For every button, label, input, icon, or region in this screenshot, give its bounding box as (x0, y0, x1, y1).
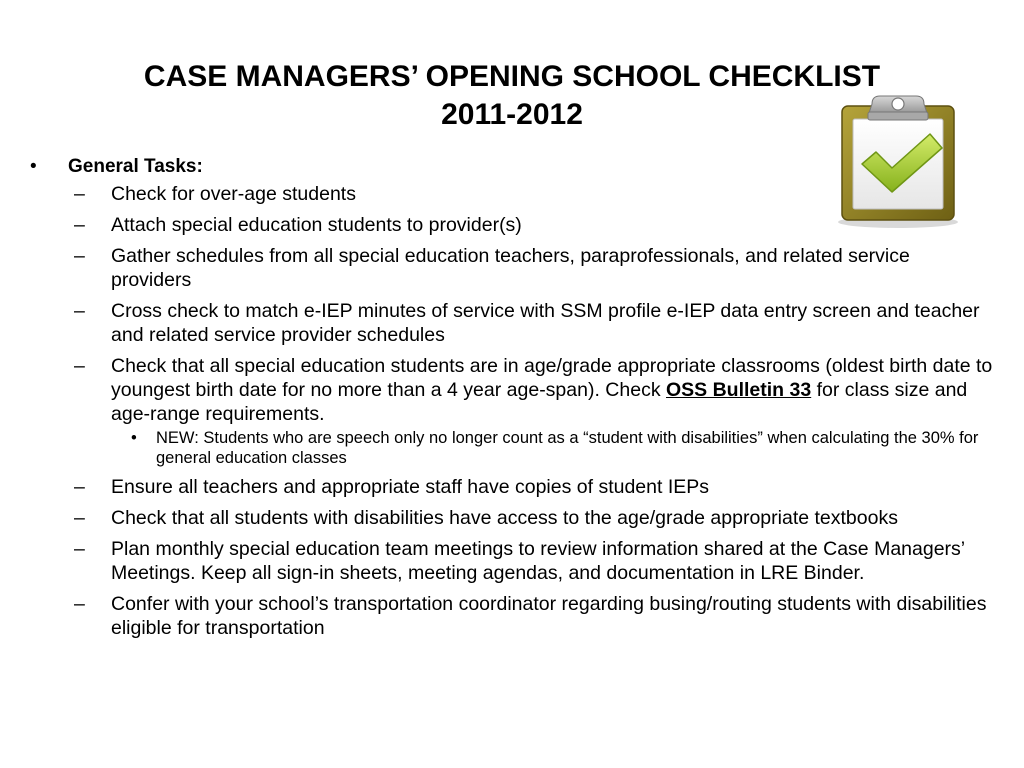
title-line-2: 2011-2012 (441, 98, 583, 131)
sub-note-text: NEW: Students who are speech only no longer count as a “student with disabilities” when calculating the 30% for general education classes (156, 429, 979, 467)
task-text: Confer with your school’s transportation coordinator regarding busing/routing students with disabilities eligible for transportation (111, 593, 987, 639)
task-text: for class size and age-range requirements. (111, 379, 968, 425)
task-text: Check for over-age students (111, 183, 356, 205)
title-line-1: CASE MANAGERS’ OPENING SCHOOL CHECKLIST (143, 60, 881, 93)
sub-list-item: • NEW: Students who are speech only no longer count as a “student with disabilities” when calculating the 30% for general education classes (131, 429, 979, 467)
checklist (24, 156, 994, 647)
bullet-dot: • (30, 156, 37, 177)
section-heading-text: General Tasks: (68, 156, 203, 177)
list-item: – Attach special education students to provider(s) (74, 214, 522, 236)
list-item: – Confer with your school’s transportation coordinator regarding busing/routing students with disabilities eligible for transportation (74, 593, 987, 639)
task-text: Gather schedules from all special education teachers, paraprofessionals, and related service providers (111, 245, 910, 291)
list-item: – Check that all students with disabilities have access to the age/grade appropriate textbooks (74, 507, 898, 529)
sub-list (111, 428, 994, 468)
task-list (24, 182, 994, 640)
oss-bulletin-link[interactable]: OSS Bulletin 33 (666, 379, 812, 401)
task-text: Check that all special education students are in age/grade appropriate classrooms (oldest birth date to youngest birth date for no more than a 4 year age-span). Check (111, 355, 993, 401)
list-item: – Plan monthly special education team meetings to review information shared at the Case Managers’ Meetings. Keep all sign-in sheets, meeting agendas, and documentation in LRE Binder. (74, 538, 965, 584)
list-item: – Check for over-age students (74, 183, 356, 205)
list-item: – Ensure all teachers and appropriate staff have copies of student IEPs (74, 476, 710, 498)
task-text: Ensure all teachers and appropriate staff have copies of student IEPs (111, 476, 710, 498)
section-heading (24, 156, 994, 178)
task-text: Check that all students with disabilities have access to the age/grade appropriate textbooks (111, 507, 898, 529)
list-item: – Cross check to match e-IEP minutes of service with SSM profile e-IEP data entry screen and teacher and related service provider schedules (74, 300, 980, 346)
task-text: Attach special education students to provider(s) (111, 214, 522, 236)
task-text: Cross check to match e-IEP minutes of service with SSM profile e-IEP data entry screen and teacher and related service provider schedules (111, 300, 980, 346)
list-item: – Check that all special education students are in age/grade appropriate classrooms (oldest birth date to youngest birth date for no more than a 4 year age-span). Check OSS Bulletin 33 for class size and age-range requirements. • NEW: Students who are speech only no longer count as a “student with disabilities” when calculating the 30% for general education classes (74, 355, 993, 467)
task-text: Plan monthly special education team meetings to review information shared at the Case Managers’ Meetings. Keep all sign-in sheets, meeting agendas, and documentation in LRE Binder. (111, 538, 965, 584)
list-item: – Gather schedules from all special education teachers, paraprofessionals, and related service providers (74, 245, 910, 291)
